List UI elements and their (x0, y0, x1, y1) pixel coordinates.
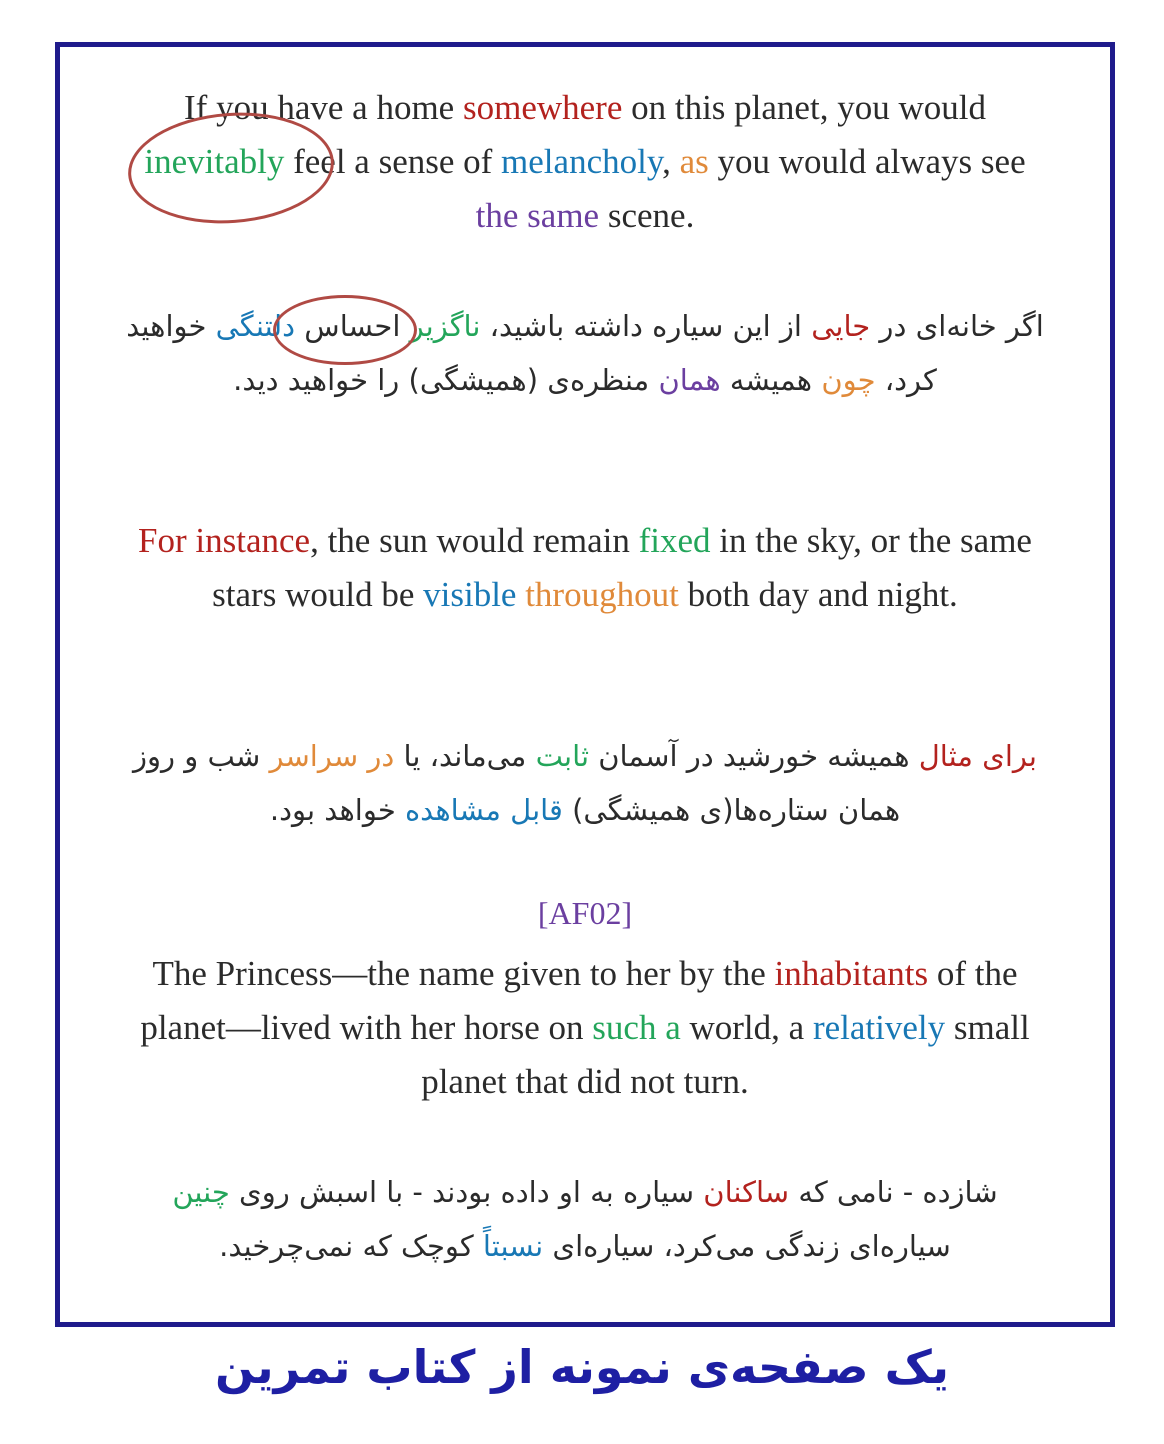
english-paragraph-3 (120, 947, 1050, 1109)
persian-paragraph-1 (120, 299, 1050, 407)
text-segment: همیشه (720, 363, 822, 397)
persian-paragraph-3 (120, 1165, 1050, 1273)
text-segment: شازده - نامی که (789, 1175, 998, 1209)
vocab-haman: همان (658, 363, 721, 397)
text-segment: on this planet, you would (622, 88, 986, 127)
persian-paragraph-2 (120, 729, 1050, 837)
vocab-fixed: fixed (638, 521, 711, 560)
text-segment: کوچک که نمی‌چرخید. (219, 1229, 483, 1263)
text-segment: می‌ماند، یا (394, 739, 536, 773)
text-segment: خواهد بود. (269, 793, 405, 827)
text-segment: scene. (599, 196, 695, 235)
vocab-inevitably: inevitably (144, 142, 285, 181)
vocab-such-a: such a (592, 1008, 681, 1047)
vocab-chon: چون (821, 363, 876, 397)
text-segment: سیاره به او داده بودند - با اسبش روی (229, 1175, 704, 1209)
english-paragraph-2 (120, 514, 1050, 622)
text-segment: feel a sense of (284, 142, 502, 181)
text-segment: both day and night. (678, 575, 958, 614)
vocab-chonin: چنین (172, 1175, 230, 1209)
vocab-sabet: ثابت (535, 739, 590, 773)
text-segment: احساس (295, 309, 410, 343)
vocab-nagozir: ناگزیر (409, 309, 481, 343)
vocab-ghabel-moshahede: قابل مشاهده (404, 793, 563, 827)
vocab-somewhere: somewhere (462, 88, 623, 127)
vocab-nesbatan: نسبتاً (482, 1229, 544, 1263)
vocab-visible: visible (423, 575, 517, 614)
text-segment: small planet that did not turn. (421, 1008, 1030, 1101)
text-segment: world, a (680, 1008, 813, 1047)
text-segment: شب و روز همان ستاره‌ها(ی همیشگی) (133, 739, 901, 827)
vocab-jayi: جایی (811, 309, 871, 343)
text-segment: , the sun would remain (310, 521, 639, 560)
page-frame (55, 42, 1115, 1327)
text-segment: of the planet—lived with her horse on (140, 954, 1018, 1047)
text-segment: you would always see (708, 142, 1026, 181)
vocab-for-instance: For instance (138, 521, 311, 560)
vocab-throughout: throughout (525, 575, 679, 614)
text-segment: همیشه خورشید در آسمان (589, 739, 919, 773)
text-segment: , (662, 142, 680, 181)
annotation-circle-nagozir (273, 295, 417, 365)
vocab-inhabitants: inhabitants (774, 954, 929, 993)
vocab-as: as (679, 142, 709, 181)
vocab-dar-sarasar: در سراسر (269, 739, 395, 773)
text-segment: منظره‌ی (همیشگی) را خواهید دید. (233, 363, 659, 397)
vocab-the-same: the same (475, 196, 600, 235)
section-reference: [AF02] (537, 895, 633, 931)
vocab-relatively: relatively (812, 1008, 946, 1047)
text-segment: خواهید کرد، (126, 309, 937, 397)
page-caption: یک صفحه‌ی نمونه از کتاب تمرین (214, 1340, 949, 1394)
text-segment (516, 575, 525, 614)
text-segment: از این سیاره داشته باشید، (480, 309, 812, 343)
text-segment: اگر خانه‌ای در (870, 309, 1044, 343)
text-segment: If you have a home (184, 88, 463, 127)
text-segment: in the sky, or the same stars would be (212, 521, 1032, 614)
vocab-melancholy: melancholy (501, 142, 663, 181)
vocab-deltangi: دلتنگی (215, 309, 296, 343)
vocab-sakenan: ساکنان (703, 1175, 790, 1209)
text-segment: The Princess—the name given to her by the (152, 954, 775, 993)
vocab-baraye-mesal: برای مثال (918, 739, 1037, 773)
text-segment: سیاره‌ای زندگی می‌کرد، سیاره‌ای (543, 1229, 951, 1263)
